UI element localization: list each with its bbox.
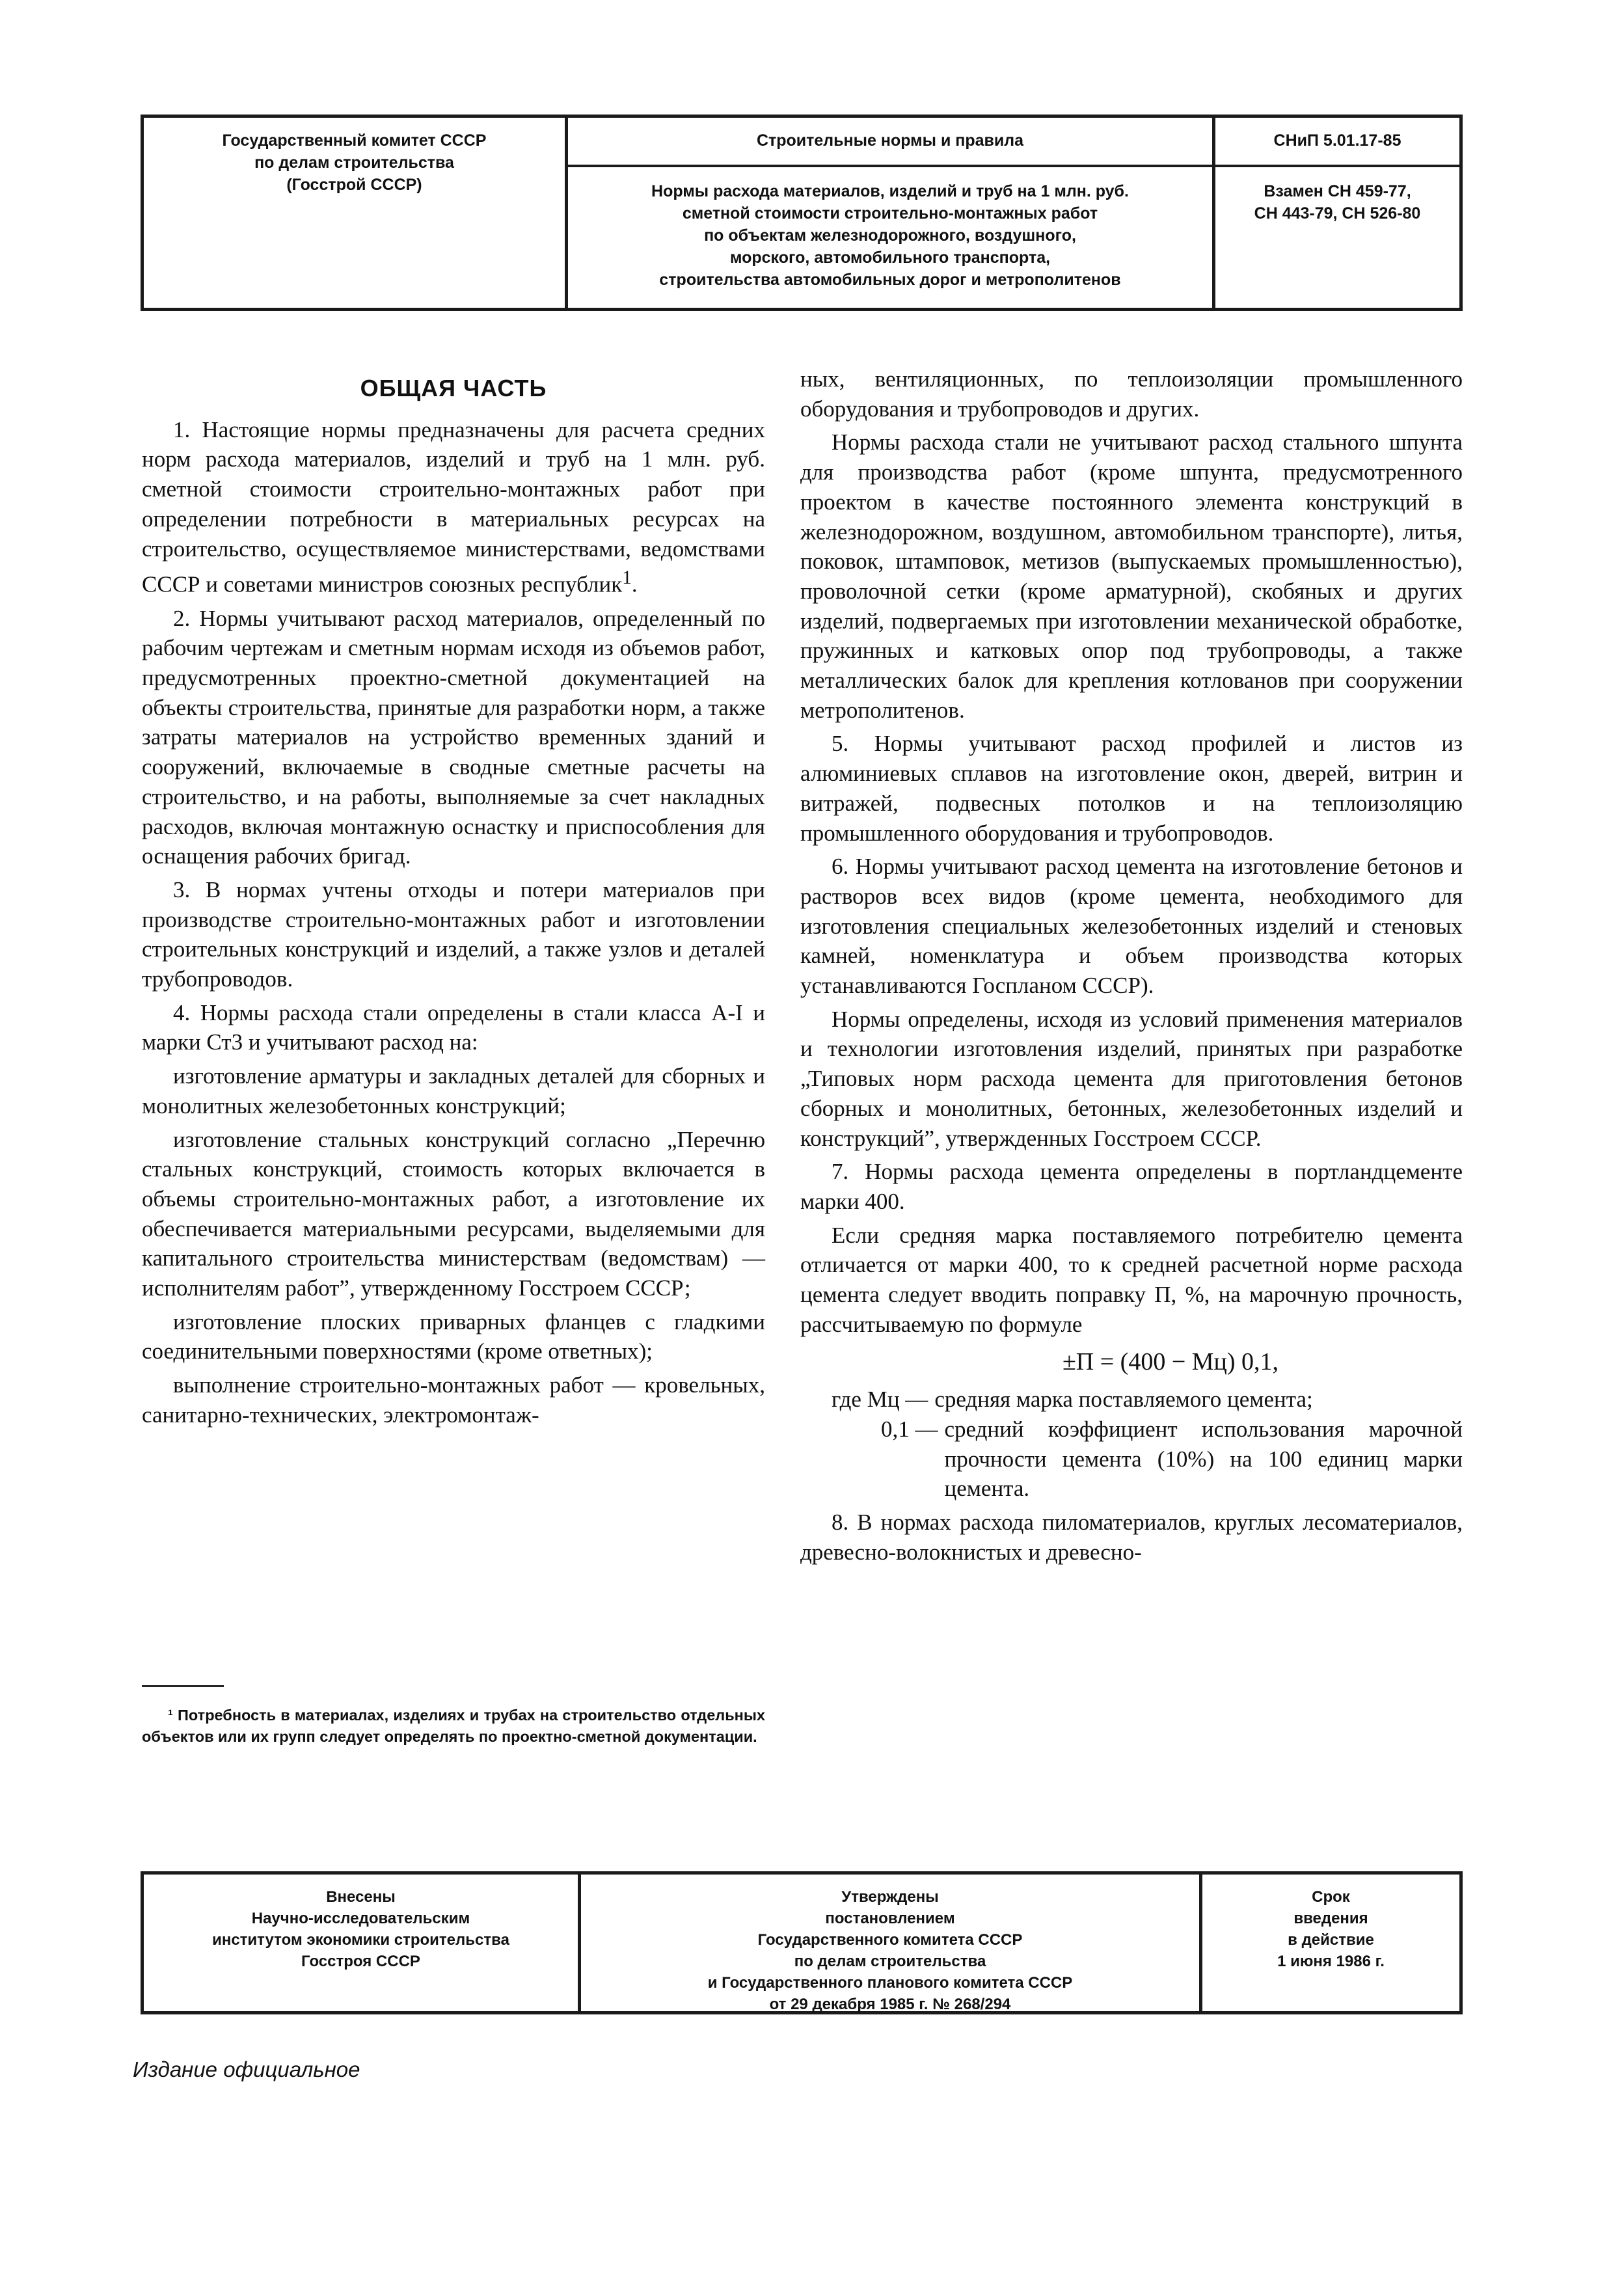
header-series: Строительные нормы и правила	[568, 118, 1212, 167]
paragraph-2: 2. Нормы учитывают расход материалов, определенный по рабочим чертежам и сметным нормам исходя из объемов работ, предусмотренных проектно-сметной документацией на объекты строительства, принятые для разработки норм, а также затраты материалов на устройство временных зданий и сооружений, включаемые в сводные сметные расчеты на строительство, и на работы, выполняемые за счет накладных расходов, включая монтажную оснастку и приспособления для оснащения рабочих бригад.	[142, 605, 765, 869]
formula-legend	[800, 1385, 1463, 1504]
paragraph-8: 8. В нормах расхода пиломатериалов, круглых лесоматериалов, древесно-волокнистых и древесно-	[800, 1510, 1463, 1565]
header-replaces: Взамен СН 459-77, СН 443-79, СН 526-80	[1254, 182, 1421, 223]
footer-table	[141, 1871, 1463, 2014]
paragraph-4-item-c: изготовление плоских приварных фланцев с гладкими соединительными поверхностями (кроме ответных);	[142, 1308, 765, 1364]
paragraph-7-b: Если средняя марка поставляемого потребителю цемента отличается от марки 400, то к средней расчетной норме расхода цемента следует вводить поправку П, %, на марочную прочность, рассчитываемую по формуле	[800, 1222, 1463, 1337]
legend-row-coefficient	[800, 1415, 1463, 1504]
footer-approved: Утверждены постановлением Государственного комитета СССР по делам строительства и Государственного планового комитета СССР от 29 декабря 1985 г. № 268/294	[581, 1875, 1202, 2011]
paragraph-6: 6. Нормы учитывают расход цемента на изготовление бетонов и растворов всех видов (кроме цемента, необходимого для изготовления специальных железобетонных изделий и стеновых камней, номенклатура и объем производства которых устанавливаются Госпланом СССР).	[800, 854, 1463, 999]
legend-row-mark	[800, 1385, 1463, 1415]
section-title: ОБЩАЯ ЧАСТЬ	[360, 375, 547, 401]
legend-symbol: где Мц —	[832, 1387, 928, 1413]
paragraph-4-item-b: изготовление стальных конструкций согласно „Перечню стальных конструкций, стоимость которых включается в объемы строительно-монтажных работ, а изготовление их обеспечивается материальными ресурсами, выделяемыми для капитального строительства министерствам (ведомствам) — исполнителям работ”, утвержденному Госстроем СССР;	[142, 1126, 765, 1301]
header-organization: Государственный комитет СССР по делам строительства (Госстрой СССР)	[144, 118, 568, 308]
footnote-divider	[142, 1685, 224, 1687]
paragraph-4-item-a: изготовление арматуры и закладных деталей для сборных и монолитных железобетонных конструкций;	[142, 1063, 765, 1118]
paragraph-4-item-d: выполнение строительно-монтажных работ — кровельных, санитарно-технических, электромонтаж-	[142, 1372, 765, 1428]
footer-submitted: Внесены Научно-исследовательским институтом экономики строительства Госстроя СССР	[144, 1875, 581, 2011]
footer-effective-date: Срок введения в действие 1 июня 1986 г.	[1277, 1888, 1385, 1970]
paragraph-5: 5. Нормы учитывают расход профилей и листов из алюминиевых сплавов на изготовление окон, дверей, витрин и витражей, подвесных потолков и на теплоизоляцию промышленного оборудования и трубопроводов.	[800, 731, 1463, 846]
legend-symbol: 0,1 —	[881, 1416, 938, 1442]
paragraph-3: 3. В нормах учтены отходы и потери материалов при производстве строительно-монтажных работ и изготовлении строительных конструкций и изделий, а также узлов и деталей трубопроводов.	[142, 876, 765, 992]
paragraph-4-exclusions: Нормы расхода стали не учитывают расход стального шпунта для производства работ (кроме шпунта, предусмотренного проектом в качестве постоянного элемента конструкций в железнодорожном, воздушном, автомобильном транспорте), литья, поковок, штамповок, метизов (выпускаемых промышленностью), проволочной сетки (кроме арматурной), скобяных и других изделий, подвергаемых при изготовлении механической обработке, пружинных и катковых опор под трубопроводы, а также металлических балок для крепления котлованов при сооружении метрополитенов.	[800, 429, 1463, 723]
paragraph-6-b: Нормы определены, исходя из условий применения материалов и технологии изготовления изделий, принятых при разработке „Типовых норм расхода цемента для приготовления бетонов сборных и монолитных, бетонных, железобетонных изделий и конструкций”, утвержденных Госстроем СССР.	[800, 1006, 1463, 1151]
header-code-cell	[1215, 118, 1459, 308]
left-column	[142, 364, 765, 1434]
legend-text: средняя марка поставляемого цемента;	[934, 1387, 1313, 1413]
header-code: СНиП 5.01.17-85	[1215, 118, 1459, 167]
header-document-title	[568, 118, 1215, 308]
edition-label: Издание официальное	[133, 2057, 360, 2081]
paragraph-4-item-d-continued: ных, вентиляционных, по теплоизоляции промышленного оборудования и трубопроводов и других.	[800, 366, 1463, 422]
paragraph-1: 1. Настоящие нормы предназначены для расчета средних норм расхода материалов, изделий и труб на 1 млн. руб. сметной стоимости строительно-монтажных работ при определении потребности в материальных ресурсах на строительство, осуществляемое министерствами, ведомствами СССР и советами министров союзных республик$^1$.	[142, 416, 765, 597]
footnote-mark: 1	[622, 567, 632, 589]
legend-text: средний коэффициент использования марочной прочности цемента (10%) на 100 единиц марки цемента.	[944, 1416, 1463, 1502]
header-title: Нормы расхода материалов, изделий и труб на 1 млн. руб. сметной стоимости строительно-монтажных работ по объектам железнодорожного, воздушного, морского, автомобильного транспорта, строительства автомобильных дорог и метрополитенов	[651, 182, 1129, 289]
correction-formula: ±П = (400 − Мц) 0,1,	[1062, 1348, 1279, 1375]
paragraph-4: 4. Нормы расхода стали определены в стали класса A-I и марки Ст3 и учитывают расход на:	[142, 999, 765, 1055]
header-table	[141, 115, 1463, 311]
paragraph-7: 7. Нормы расхода цемента определены в портландцементе марки 400.	[800, 1159, 1463, 1214]
footnote: ¹ Потребность в материалах, изделиях и трубах на строительство отдельных объектов или их групп следует определять по проектно-сметной документации.	[142, 1707, 765, 1745]
right-column	[800, 364, 1463, 1571]
